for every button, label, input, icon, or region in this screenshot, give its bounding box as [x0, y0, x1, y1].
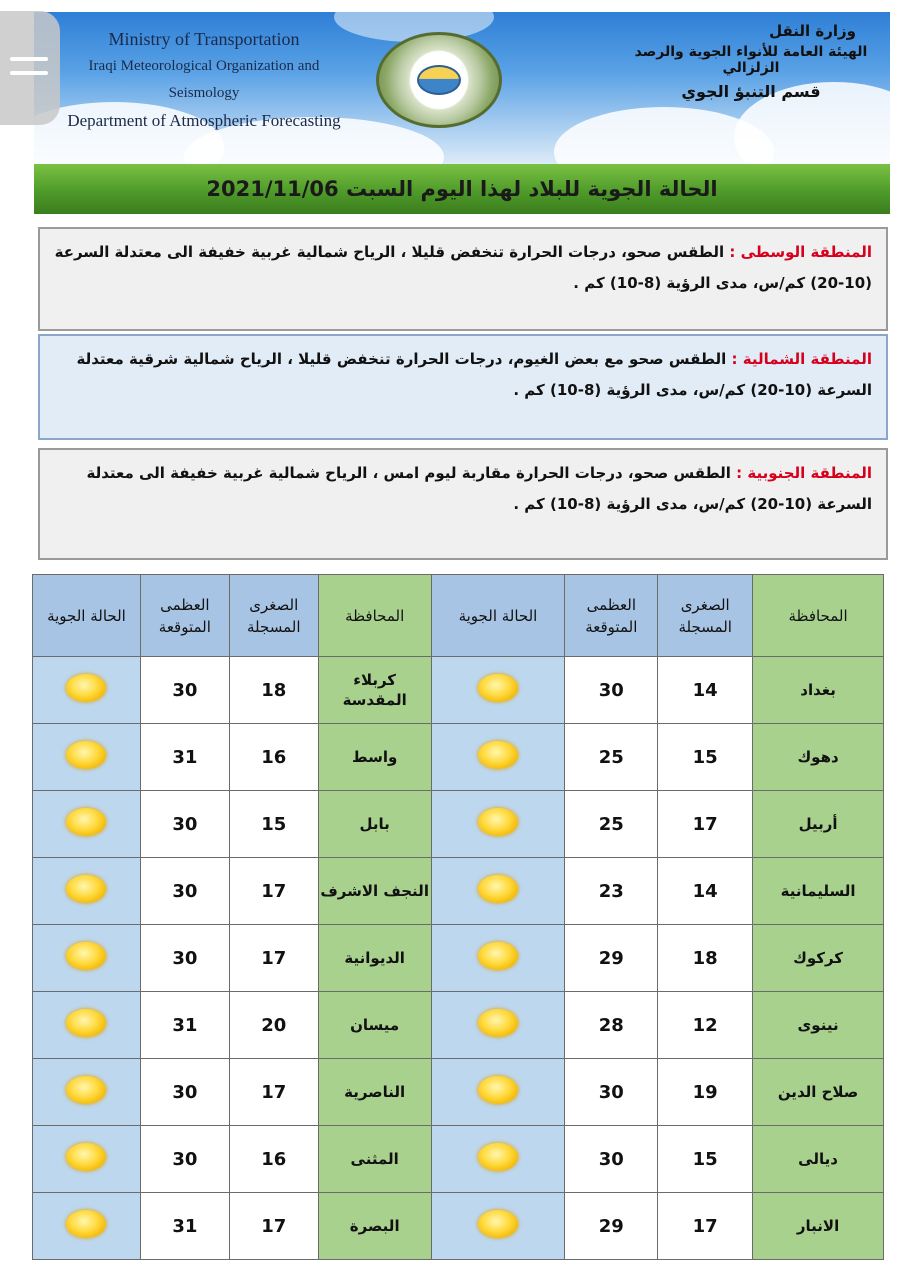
min-temp-cell: 17: [229, 1059, 318, 1126]
governorate-cell: النجف الاشرف: [318, 858, 431, 925]
sun-icon: [478, 674, 518, 702]
min-temp-cell: 17: [229, 1193, 318, 1260]
header-min-temp: الصغرى المسجلة: [229, 575, 318, 657]
governorate-cell: صلاح الدين: [753, 1059, 884, 1126]
page-title: الحالة الجوية للبلاد لهذا اليوم السبت 2021/11/06: [206, 177, 718, 201]
organization-name-ar: الهيئة العامة للأنواء الجوية والرصد الزلزالي: [634, 44, 868, 76]
governorate-cell: السليمانية: [753, 858, 884, 925]
header-english: [54, 26, 354, 134]
sun-icon: [66, 942, 106, 970]
sun-icon: [478, 1076, 518, 1104]
max-temp-cell: 30: [140, 858, 229, 925]
max-temp-cell: 30: [140, 1059, 229, 1126]
min-temp-cell: 15: [658, 724, 753, 791]
region-name: المنطقة الجنوبية :: [736, 464, 872, 482]
region-text: الطقس صحو مع بعض الغيوم، درجات الحرارة تنخفض قليلا ، الرياح شمالية شرقية معتدلة السرعة (10-20) كم/س، مدى الرؤية (8-10) كم .: [76, 350, 872, 399]
sun-icon: [478, 875, 518, 903]
weather-cell: [33, 925, 141, 992]
table-header-row: [33, 575, 884, 657]
sun-icon: [478, 1009, 518, 1037]
header-min-temp: الصغرى المسجلة: [658, 575, 753, 657]
governorate-cell: ديالى: [753, 1126, 884, 1193]
governorate-cell: واسط: [318, 724, 431, 791]
governorate-cell: ميسان: [318, 992, 431, 1059]
weather-cell: [33, 1059, 141, 1126]
min-temp-cell: 17: [229, 858, 318, 925]
min-temp-cell: 18: [658, 925, 753, 992]
weather-cell: [33, 657, 141, 724]
table-row: [33, 657, 884, 724]
weather-cell: [431, 1193, 565, 1260]
header-max-temp: العظمى المتوقعة: [140, 575, 229, 657]
max-temp-cell: 29: [565, 925, 658, 992]
sun-icon: [66, 875, 106, 903]
governorate-cell: أربيل: [753, 791, 884, 858]
department-name-ar: قسم التنبؤ الجوي: [681, 82, 821, 101]
weather-cell: [431, 925, 565, 992]
weather-cell: [33, 1126, 141, 1193]
governorate-cell: كربلاء المقدسة: [318, 657, 431, 724]
sun-icon: [478, 942, 518, 970]
max-temp-cell: 30: [565, 657, 658, 724]
max-temp-cell: 31: [140, 1193, 229, 1260]
organization-logo: [376, 32, 502, 128]
weather-cell: [33, 724, 141, 791]
sun-icon: [478, 1143, 518, 1171]
governorate-cell: دهوك: [753, 724, 884, 791]
min-temp-cell: 15: [229, 791, 318, 858]
weather-cell: [431, 1126, 565, 1193]
header-max-temp: العظمى المتوقعة: [565, 575, 658, 657]
region-name: المنطقة الوسطى :: [729, 243, 872, 261]
table-row: [33, 1126, 884, 1193]
forecast-table: [32, 574, 884, 1260]
max-temp-cell: 31: [140, 724, 229, 791]
sun-icon: [66, 1009, 106, 1037]
min-temp-cell: 16: [229, 724, 318, 791]
governorate-cell: البصرة: [318, 1193, 431, 1260]
menu-bar-icon: [10, 71, 48, 75]
sun-icon: [66, 808, 106, 836]
max-temp-cell: 31: [140, 992, 229, 1059]
table-row: [33, 858, 884, 925]
header-weather: الحالة الجوية: [33, 575, 141, 657]
menu-bar-icon: [10, 57, 48, 61]
max-temp-cell: 30: [565, 1126, 658, 1193]
min-temp-cell: 17: [658, 1193, 753, 1260]
sun-icon: [478, 741, 518, 769]
table-row: [33, 724, 884, 791]
table-row: [33, 925, 884, 992]
min-temp-cell: 14: [658, 858, 753, 925]
min-temp-cell: 16: [229, 1126, 318, 1193]
min-temp-cell: 18: [229, 657, 318, 724]
max-temp-cell: 30: [565, 1059, 658, 1126]
weather-cell: [33, 791, 141, 858]
region-name: المنطقة الشمالية :: [731, 350, 872, 368]
min-temp-cell: 20: [229, 992, 318, 1059]
logo-emblem-icon: [417, 65, 461, 95]
governorate-cell: نينوى: [753, 992, 884, 1059]
governorate-cell: كركوك: [753, 925, 884, 992]
table-row: [33, 1059, 884, 1126]
title-bar: [34, 164, 890, 214]
header-weather: الحالة الجوية: [431, 575, 565, 657]
max-temp-cell: 30: [140, 1126, 229, 1193]
weather-cell: [431, 724, 565, 791]
governorate-cell: الديوانية: [318, 925, 431, 992]
weather-cell: [431, 992, 565, 1059]
max-temp-cell: 23: [565, 858, 658, 925]
governorate-cell: بابل: [318, 791, 431, 858]
min-temp-cell: 17: [658, 791, 753, 858]
organization-name-en: Iraqi Meteorological Organization and Seismology: [88, 58, 320, 101]
table-row: [33, 1193, 884, 1260]
sun-icon: [478, 808, 518, 836]
region-text: الطقس صحو، درجات الحرارة مقاربة ليوم امس ، الرياح شمالية غربية خفيفة الى معتدلة السرعة (10-20) كم/س، مدى الرؤية (8-10) كم .: [86, 464, 872, 513]
sun-icon: [66, 741, 106, 769]
header-governorate: المحافظة: [318, 575, 431, 657]
region-north: [38, 334, 888, 440]
weather-cell: [33, 1193, 141, 1260]
max-temp-cell: 28: [565, 992, 658, 1059]
weather-cell: [33, 858, 141, 925]
min-temp-cell: 19: [658, 1059, 753, 1126]
weather-cell: [431, 858, 565, 925]
max-temp-cell: 25: [565, 791, 658, 858]
department-name-en: Department of Atmospheric Forecasting: [67, 111, 341, 130]
region-south: [38, 448, 888, 560]
max-temp-cell: 30: [140, 791, 229, 858]
table-row: [33, 992, 884, 1059]
weather-cell: [431, 657, 565, 724]
min-temp-cell: 15: [658, 1126, 753, 1193]
ministry-name-ar: وزارة النقل: [769, 22, 856, 40]
region-text: الطقس صحو، درجات الحرارة تنخفض قليلا ، الرياح شمالية غربية خفيفة الى معتدلة السرعة (10-20) كم/س، مدى الرؤية (8-10) كم .: [54, 243, 872, 292]
region-central: [38, 227, 888, 331]
weather-cell: [431, 791, 565, 858]
min-temp-cell: 12: [658, 992, 753, 1059]
max-temp-cell: 29: [565, 1193, 658, 1260]
sun-icon: [66, 674, 106, 702]
header-governorate: المحافظة: [753, 575, 884, 657]
governorate-cell: الناصرية: [318, 1059, 431, 1126]
min-temp-cell: 14: [658, 657, 753, 724]
sun-icon: [66, 1076, 106, 1104]
sun-icon: [478, 1210, 518, 1238]
ministry-name-en: Ministry of Transportation: [108, 29, 300, 49]
sun-icon: [66, 1210, 106, 1238]
weather-cell: [33, 992, 141, 1059]
weather-cell: [431, 1059, 565, 1126]
max-temp-cell: 30: [140, 657, 229, 724]
header-arabic: [626, 22, 876, 101]
sun-icon: [66, 1143, 106, 1171]
max-temp-cell: 25: [565, 724, 658, 791]
governorate-cell: بغداد: [753, 657, 884, 724]
max-temp-cell: 30: [140, 925, 229, 992]
governorate-cell: الانبار: [753, 1193, 884, 1260]
table-row: [33, 791, 884, 858]
menu-button[interactable]: [0, 11, 60, 125]
governorate-cell: المثنى: [318, 1126, 431, 1193]
min-temp-cell: 17: [229, 925, 318, 992]
